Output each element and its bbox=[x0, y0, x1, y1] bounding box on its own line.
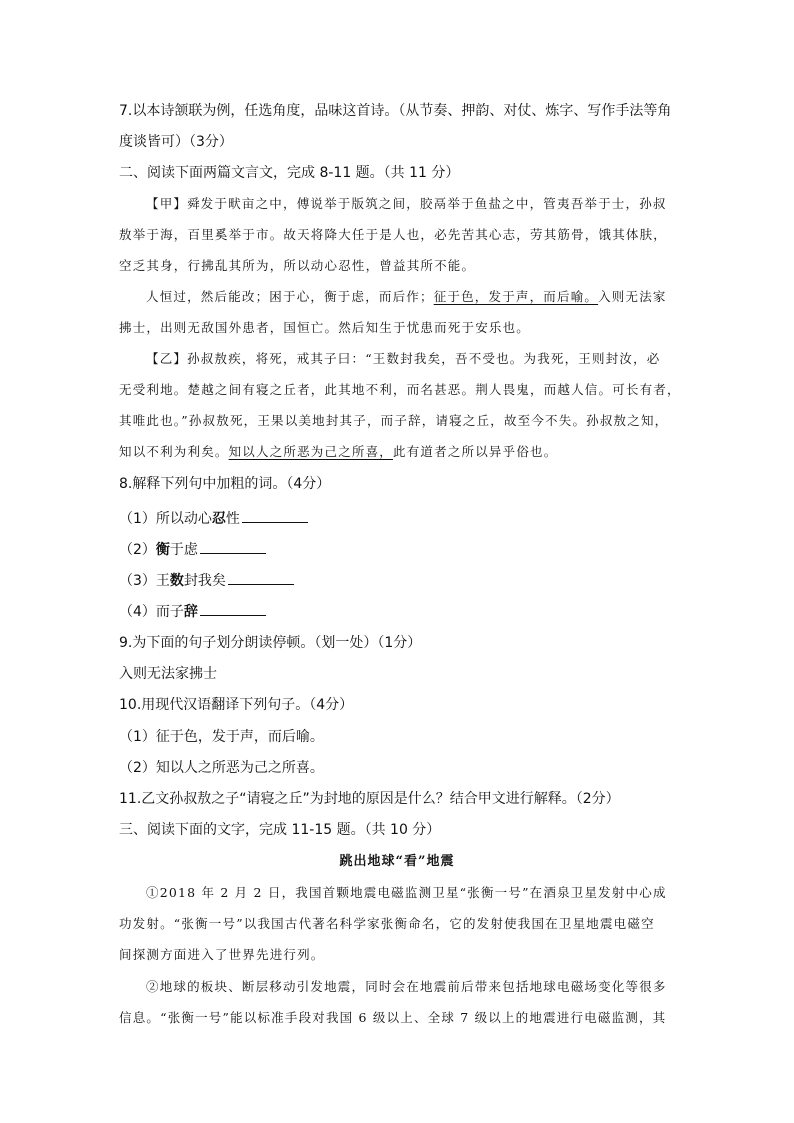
q8-item-3-post: 封我矣 bbox=[183, 573, 226, 589]
q8-item-2-pre: （2） bbox=[119, 542, 156, 558]
section3-heading: 三、阅读下面的文字，完成 11-15 题。（共 10 分） bbox=[119, 822, 441, 838]
q10-stem: 10.用现代汉语翻译下列句子。（4分） bbox=[119, 697, 354, 713]
answer-blank[interactable] bbox=[200, 539, 266, 554]
q9-sentence: 入则无法家拂士 bbox=[119, 666, 217, 682]
yi-text-b: 此有道者之所以异乎俗也。 bbox=[393, 444, 558, 459]
yi-underlined: 知以人之所恶为己之所喜， bbox=[228, 444, 394, 459]
q7-line2: 度谈皆可）（3分） bbox=[119, 134, 233, 150]
jia-p2-line1 bbox=[146, 287, 667, 307]
q8-item-1-pre: （1）所以动心 bbox=[119, 511, 212, 527]
jia-p2-text-a: 人恒过，然后能改；困于心，衡于虑，而后作； bbox=[146, 289, 434, 304]
q8-item-3-bold: 数 bbox=[169, 573, 184, 589]
jia-p2-line2: 拂士，出则无敌国外患者，国恒亡。然后知生于忧患而死于安乐也。 bbox=[119, 320, 531, 335]
q8-item-3 bbox=[119, 570, 294, 591]
q8-item-1-bold: 忍 bbox=[211, 511, 226, 527]
q8-item-4 bbox=[119, 601, 266, 622]
article-p2-line1: ②地球的板块、断层移动引发地震，同时会在地震前后带来包括地球电磁场变化等很多 bbox=[146, 979, 667, 994]
q8-item-1 bbox=[119, 508, 308, 529]
yi-line3: 其唯此也。”孙叔敖死，王果以美地封其子，而子辞，请寝之丘，故至今不失。孙叔敖之知， bbox=[119, 413, 669, 428]
q8-item-2 bbox=[119, 539, 266, 560]
q8-item-3-pre: （3）王 bbox=[119, 573, 170, 589]
yi-line2: 无受利地。楚越之间有寝之丘者，此其地不利，而名甚恶。荆人畏鬼，而越人信。可长有者， bbox=[119, 382, 681, 397]
yi-text-a: 知以不利为利矣。 bbox=[119, 444, 229, 459]
article-title: 跳出地球“看”地震 bbox=[339, 854, 455, 869]
q8-item-1-post: 性 bbox=[225, 511, 240, 527]
article-p1-line3: 间探测方面进入了世界先进行列。 bbox=[119, 947, 325, 962]
jia-p1-line3: 空乏其身，行拂乱其所为，所以动心忍性，曾益其所不能。 bbox=[119, 258, 476, 273]
article-p1-line1: ①2018 年 2 月 2 日，我国首颗地震电磁监测卫星“张衡一号”在酒泉卫星发射中心成 bbox=[146, 885, 667, 900]
jia-p2-text-b: 入则无法家 bbox=[598, 289, 667, 304]
q8-stem: 8.解释下列句中加粗的词。（4分） bbox=[119, 476, 331, 492]
article-p2-line2: 信息。“张衡一号”能以标准手段对我国 6 级以上、全球 7 级以上的地震进行电磁监测，其 bbox=[119, 1010, 667, 1025]
jia-p1-line1: 【甲】舜发于畎亩之中，傅说举于版筑之间，胶鬲举于鱼盐之中，管夷吾举于士，孙叔 bbox=[146, 196, 667, 211]
q8-item-2-post: 于虑 bbox=[169, 542, 198, 558]
q8-item-4-bold: 辞 bbox=[183, 604, 198, 620]
answer-blank[interactable] bbox=[200, 601, 266, 616]
jia-p2-underlined: 征于色，发于声，而后喻。 bbox=[433, 289, 599, 304]
q7-line1: 7.以本诗颔联为例，任选角度，品味这首诗。（从节奏、押韵、对仗、炼字、写作手法等角 bbox=[119, 103, 672, 119]
answer-blank[interactable] bbox=[242, 508, 308, 523]
yi-line1: 【乙】孙叔敖疾，将死，戒其子曰：“王数封我矣，吾不受也。为我死，王则封汝，必 bbox=[146, 351, 661, 366]
yi-line4 bbox=[119, 442, 557, 462]
q10-sentence-1: （1）征于色，发于声，而后喻。 bbox=[119, 729, 324, 745]
q9-stem: 9.为下面的句子划分朗读停顿。（划一处）（1分） bbox=[119, 635, 422, 651]
q11-stem: 11.乙文孙叔敖之子“请寝之丘”为封地的原因是什么？结合甲文进行解释。（2分） bbox=[119, 791, 620, 807]
jia-p1-line2: 敖举于海，百里奚举于市。故天将降大任于是人也，必先苦其心志，劳其筋骨，饿其体肤， bbox=[119, 227, 668, 242]
q8-item-4-pre: （4）而子 bbox=[119, 604, 184, 620]
section2-heading: 二、阅读下面两篇文言文，完成 8-11 题。（共 11 分） bbox=[119, 165, 460, 181]
q10-sentence-2: （2）知以人之所恶为己之所喜。 bbox=[119, 760, 324, 776]
q8-item-2-bold: 衡 bbox=[155, 542, 170, 558]
article-p1-line2: 功发射。“张衡一号”以我国古代著名科学家张衡命名，它的发射使我国在卫星地震电磁空 bbox=[119, 916, 655, 931]
answer-blank[interactable] bbox=[228, 570, 294, 585]
